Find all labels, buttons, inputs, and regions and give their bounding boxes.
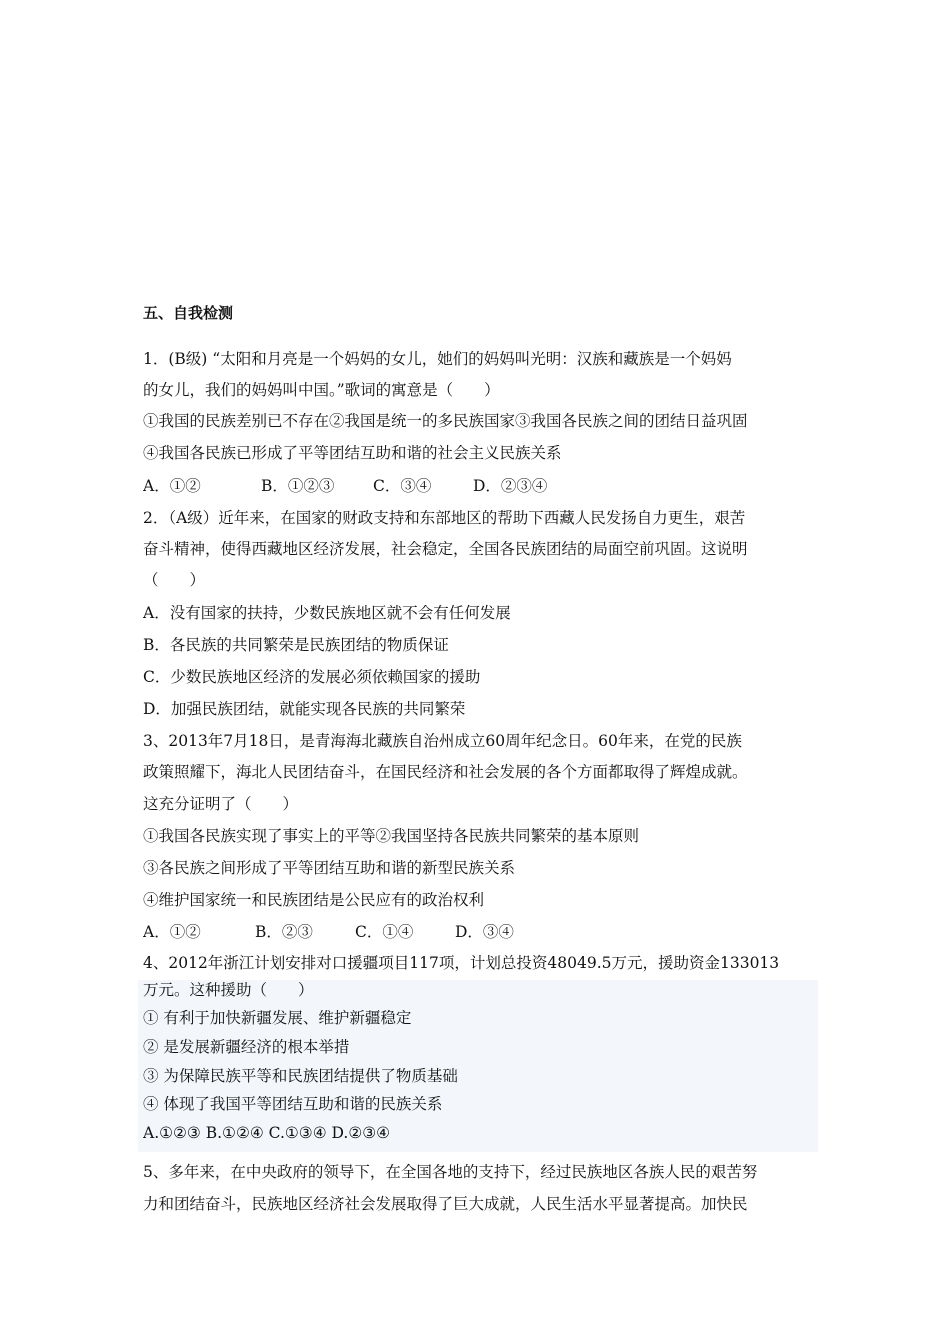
q2-line-1: 2．（A级）近年来，在国家的财政支持和东部地区的帮助下西藏人民发扬自力更生，艰苦 bbox=[143, 509, 746, 527]
q4-line-1: 4、2012年浙江计划安排对口援疆项目117项，计划总投资48049.5万元，援助资金133013 bbox=[143, 954, 780, 972]
q3-option-a: A．①② bbox=[143, 923, 201, 941]
q2-option-d: D．加强民族团结，就能实现各民族的共同繁荣 bbox=[143, 700, 466, 718]
q2-option-b: B．各民族的共同繁荣是民族团结的物质保证 bbox=[143, 636, 449, 654]
q1-line-3: ①我国的民族差别已不存在②我国是统一的多民族国家③我国各民族之间的团结日益巩固 bbox=[143, 412, 748, 430]
q3-line-5: ③各民族之间形成了平等团结互助和谐的新型民族关系 bbox=[143, 859, 516, 877]
q3-option-b: B．②③ bbox=[255, 923, 313, 941]
q3-line-2: 政策照耀下，海北人民团结奋斗，在国民经济和社会发展的各个方面都取得了辉煌成就。 bbox=[143, 763, 748, 781]
q1-option-a: A．①② bbox=[143, 477, 201, 495]
q4-line-2: 万元。这种援助（ ） bbox=[143, 981, 314, 999]
section-title: 五、自我检测 bbox=[143, 304, 234, 322]
q1-option-b: B．①②③ bbox=[261, 477, 335, 495]
q3-line-3: 这充分证明了（ ） bbox=[143, 795, 299, 813]
q5-line-2: 力和团结奋斗，民族地区经济社会发展取得了巨大成就，人民生活水平显著提高。加快民 bbox=[143, 1195, 748, 1213]
q2-option-a: A．没有国家的扶持，少数民族地区就不会有任何发展 bbox=[143, 604, 511, 622]
q1-option-d: D．②③④ bbox=[473, 477, 548, 495]
q3-option-d: D．③④ bbox=[455, 923, 514, 941]
q3-option-c: C．①④ bbox=[355, 923, 414, 941]
q1-line-2: 的女儿，我们的妈妈叫中国。”歌词的寓意是（ ） bbox=[143, 381, 500, 399]
q1-line-4: ④我国各民族已形成了平等团结互助和谐的社会主义民族关系 bbox=[143, 444, 562, 462]
q4-line-4: ② 是发展新疆经济的根本举措 bbox=[143, 1038, 350, 1056]
q2-line-2: 奋斗精神，使得西藏地区经济发展，社会稳定，全国各民族团结的局面空前巩固。这说明 bbox=[143, 540, 748, 558]
q3-line-4: ①我国各民族实现了事实上的平等②我国坚持各民族共同繁荣的基本原则 bbox=[143, 827, 640, 845]
q4-line-5: ③ 为保障民族平等和民族团结提供了物质基础 bbox=[143, 1067, 458, 1085]
q3-options bbox=[143, 922, 813, 942]
q5-line-1: 5、多年来，在中央政府的领导下，在全国各地的支持下，经过民族地区各族人民的艰苦努 bbox=[143, 1163, 758, 1181]
q3-line-1: 3、2013年7月18日，是青海海北藏族自治州成立60周年纪念日。60年来，在党的民族 bbox=[143, 732, 742, 750]
q1-option-c: C．③④ bbox=[373, 477, 432, 495]
q3-line-6: ④维护国家统一和民族团结是公民应有的政治权利 bbox=[143, 891, 485, 909]
q4-line-6: ④ 体现了我国平等团结互助和谐的民族关系 bbox=[143, 1095, 443, 1113]
q2-option-c: C．少数民族地区经济的发展必须依赖国家的援助 bbox=[143, 668, 481, 686]
q4-options: A.①②③ B.①②④ C.①③④ D.②③④ bbox=[143, 1124, 391, 1142]
q4-line-3: ① 有利于加快新疆发展、维护新疆稳定 bbox=[143, 1009, 412, 1027]
q1-line-1: 1．(B级) “太阳和月亮是一个妈妈的女儿，她们的妈妈叫光明：汉族和藏族是一个妈妈 bbox=[143, 350, 732, 368]
q1-options bbox=[143, 476, 813, 496]
q2-line-3: （ ） bbox=[143, 571, 206, 589]
